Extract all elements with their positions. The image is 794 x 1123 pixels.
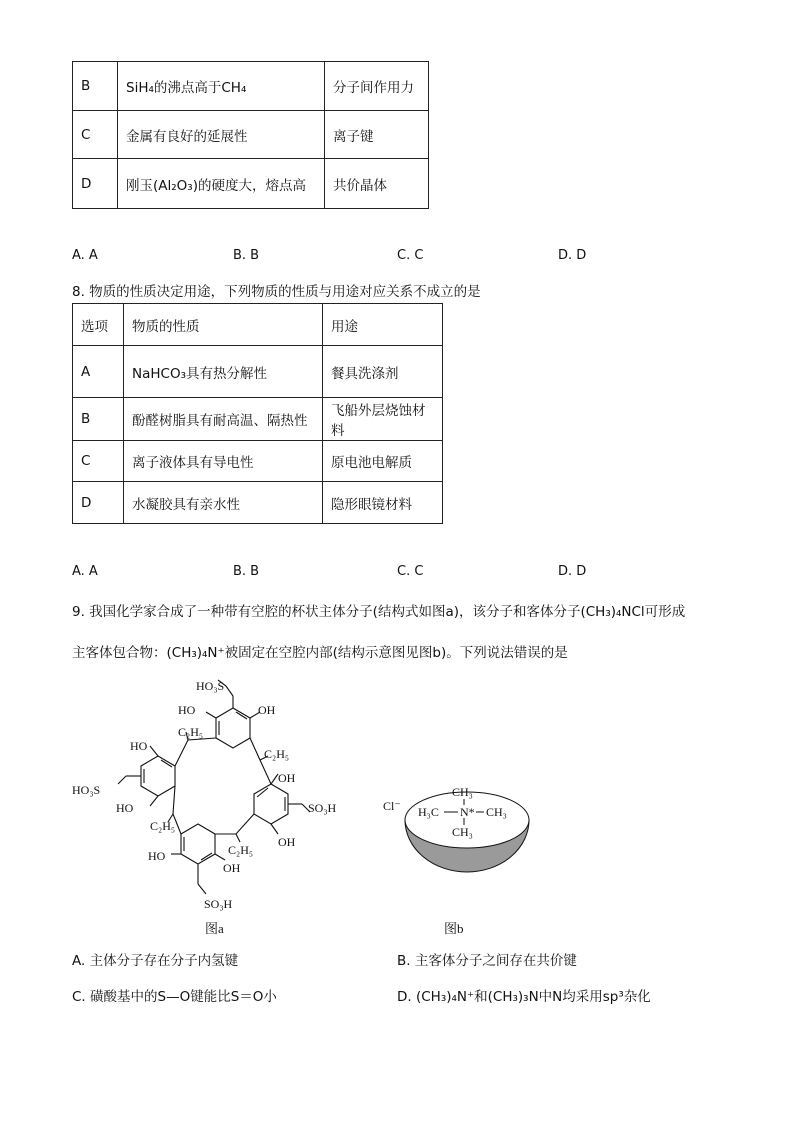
benzene-ring-bottom (181, 824, 215, 864)
label-so3h-bottom: SO₃H (204, 897, 233, 911)
figure-a-structure (68, 674, 368, 914)
row-label: A (73, 346, 124, 398)
header-property: 物质的性质 (124, 304, 323, 346)
q8-option-d: D. D (558, 564, 587, 579)
property-cell: NaHCO₃具有热分解性 (124, 346, 323, 398)
header-option: 选项 (73, 304, 124, 346)
q8-stem: 8. 物质的性质决定用途，下列物质的性质与用途对应关系不成立的是 (72, 284, 481, 300)
q8-option-c: C. C (397, 564, 424, 579)
property-cell: 离子液体具有导电性 (124, 441, 323, 482)
label-chloride: Cl⁻ (383, 799, 401, 813)
label-ch3: CH₃ (452, 785, 473, 799)
label-oh: HO (148, 849, 166, 863)
property-cell: 水凝胶具有亲水性 (124, 482, 323, 524)
benzene-ring-right (254, 784, 288, 824)
row-label: D (73, 159, 118, 209)
label-n-star: N* (460, 805, 475, 819)
label-so3h-right: SO₃H (308, 801, 337, 815)
q9-option-a: A. 主体分子存在分子内氢键 (72, 953, 239, 969)
use-cell: 隐形眼镜材料 (323, 482, 443, 524)
benzene-ring-left (141, 756, 175, 796)
table-row (73, 441, 443, 482)
property-cell: 刚玉(Al₂O₃)的硬度大，熔点高 (118, 159, 325, 209)
label-oh: HO (178, 703, 196, 717)
q7-option-b: B. B (233, 248, 260, 263)
label-oh: HO (130, 739, 148, 753)
label-oh: OH (278, 771, 296, 785)
label-oh: HO (116, 801, 134, 815)
property-cell: 酚醛树脂具有耐高温、隔热性 (124, 398, 323, 441)
q7-option-d: D. D (558, 248, 587, 263)
reason-cell: 分子间作用力 (325, 62, 429, 111)
row-label: C (73, 441, 124, 482)
q8-option-b: B. B (233, 564, 260, 579)
row-label: B (73, 398, 124, 441)
q9-option-d: D. (CH₃)₄N⁺和(CH₃)₃N中N均采用sp³杂化 (397, 989, 651, 1005)
label-so3h-top: HO₃S (196, 679, 225, 693)
use-cell: 原电池电解质 (323, 441, 443, 482)
figure-a-caption: 图a (205, 921, 224, 936)
table-row (73, 398, 443, 441)
table-row (73, 159, 429, 209)
label-oh: OH (258, 703, 276, 717)
reason-cell: 共价晶体 (325, 159, 429, 209)
label-so3h-left: HO₃S (72, 783, 101, 797)
label-oh: OH (223, 861, 241, 875)
q8-table (72, 303, 443, 524)
q9-option-b: B. 主客体分子之间存在共价键 (397, 953, 577, 969)
property-cell: 金属有良好的延展性 (118, 111, 325, 159)
row-label: C (73, 111, 118, 159)
q7-table (72, 61, 429, 209)
q9-stem-line2: 主客体包合物：(CH₃)₄N⁺被固定在空腔内部(结构示意图见图b)。下列说法错误的是 (72, 645, 568, 661)
use-cell: 餐具洗涤剂 (323, 346, 443, 398)
table-row (73, 62, 429, 111)
label-ethyl: C₂H₅ (178, 725, 204, 739)
label-h3c: H₃C (418, 805, 439, 819)
q7-option-c: C. C (397, 248, 424, 263)
label-oh: OH (278, 835, 296, 849)
host-cavity-opening (405, 792, 529, 848)
figure-b-schematic (380, 772, 540, 902)
table-row (73, 346, 443, 398)
row-label: D (73, 482, 124, 524)
label-ch3: CH₃ (486, 805, 507, 819)
label-ethyl: C₂H₅ (150, 819, 176, 833)
q8-option-a: A. A (72, 564, 98, 579)
label-ethyl: C₂H₅ (228, 843, 254, 857)
table-row (73, 482, 443, 524)
q9-stem-line1: 9. 我国化学家合成了一种带有空腔的杯状主体分子(结构式如图a)，该分子和客体分子(CH₃)₄NCl可形成 (72, 604, 686, 620)
row-label: B (73, 62, 118, 111)
figure-b-caption: 图b (444, 921, 464, 936)
header-use: 用途 (323, 304, 443, 346)
reason-cell: 离子键 (325, 111, 429, 159)
table-header-row (73, 304, 443, 346)
q9-option-c: C. 磺酸基中的S—O键能比S＝O小 (72, 989, 277, 1005)
label-ethyl: C₂H₅ (264, 747, 290, 761)
property-cell: SiH₄的沸点高于CH₄ (118, 62, 325, 111)
label-ch3: CH₃ (452, 825, 473, 839)
table-row (73, 111, 429, 159)
q7-option-a: A. A (72, 248, 98, 263)
benzene-ring-top (216, 708, 250, 748)
use-cell: 飞船外层烧蚀材料 (323, 398, 443, 441)
